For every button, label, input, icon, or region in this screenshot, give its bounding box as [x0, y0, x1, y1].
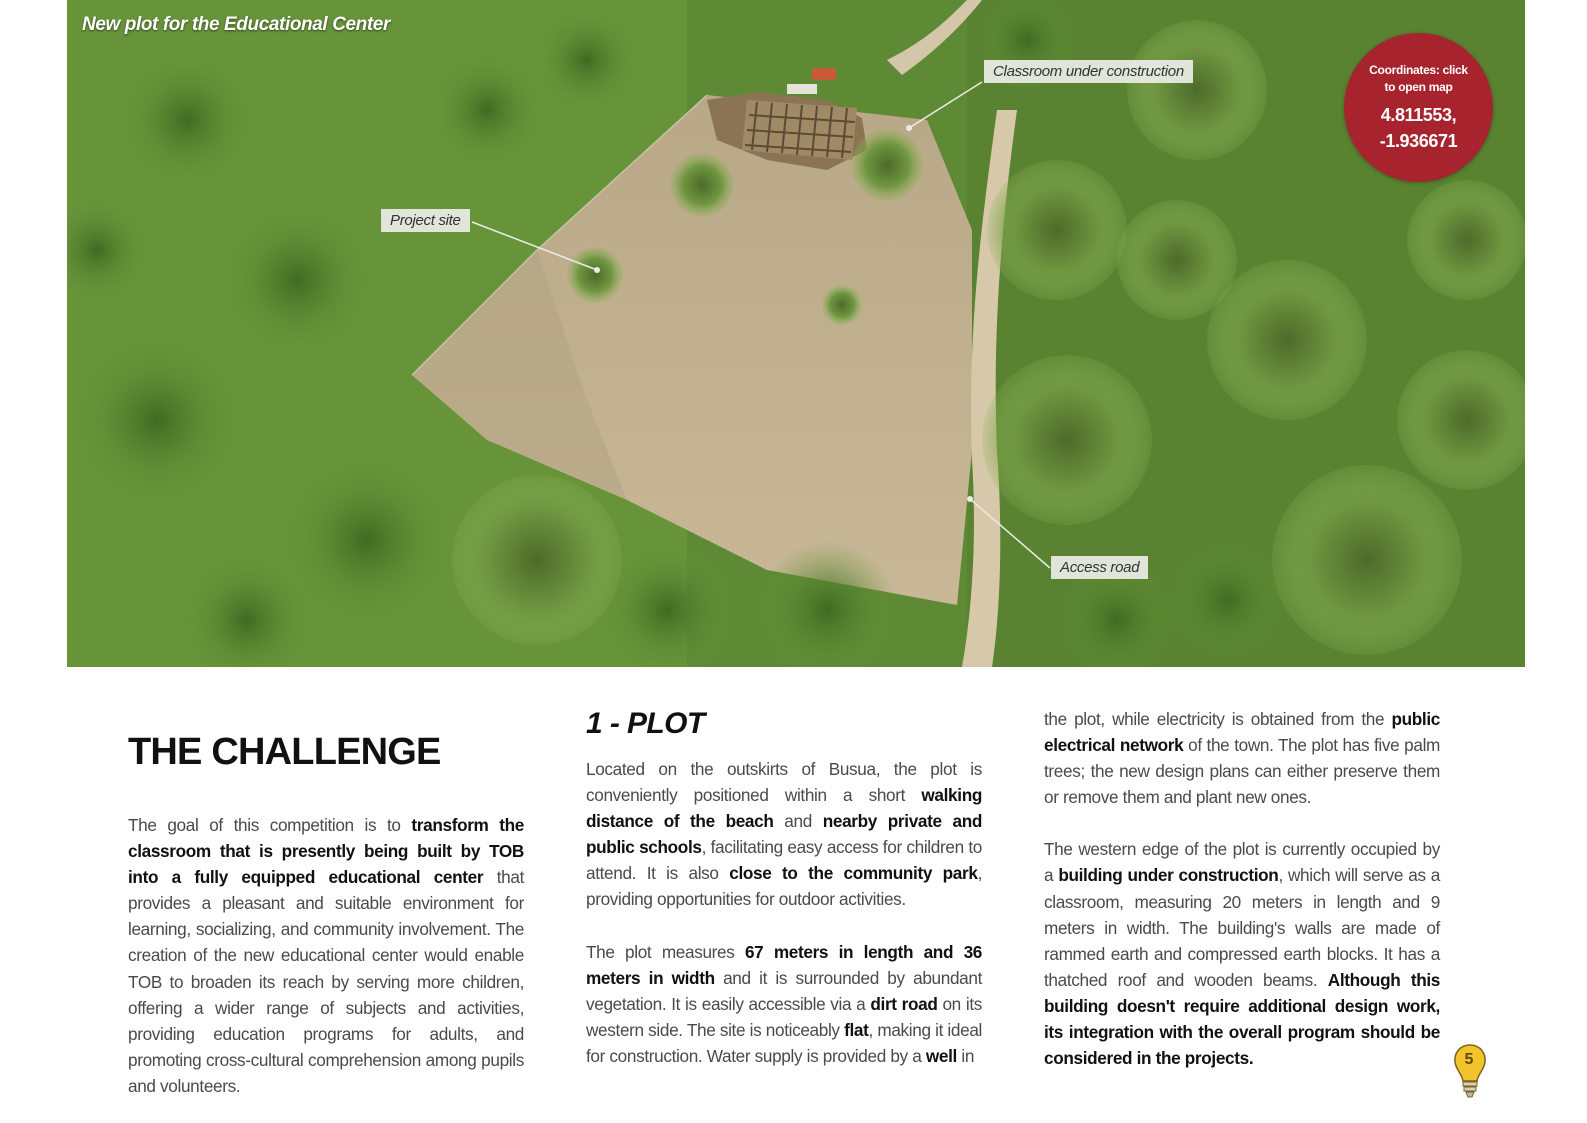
plot-paragraph-building — [1044, 836, 1440, 1071]
section-title-challenge: THE CHALLENGE — [128, 731, 441, 773]
emphasis-text: transform the classroom that is presently being built by TOB into a fully equipped educational center — [128, 815, 524, 888]
body-text: that provides a pleasant and suitable environment for learning, socializing, and community involvement. The creation of the new educational center would enable TOB to broaden its reach by serving more children, offering a wider range of subjects and activities, providing education programs for adults, and promoting cross-cultural comprehension among pupils and volunteers. — [128, 867, 524, 1096]
coordinates-value — [1380, 102, 1457, 154]
body-text: on its western side. The site is noticeably — [586, 993, 982, 1040]
plot-paragraph-dimensions — [586, 939, 982, 1069]
body-text: and it is surrounded by abundant vegetation. It is easily accessible via a — [586, 967, 983, 1014]
body-text: and — [773, 811, 823, 832]
coordinates-label: Coordinates: click to open map — [1369, 62, 1468, 94]
callout-project-site: Project site — [381, 209, 470, 232]
body-text: , facilitating easy access for children to attend. It is also — [586, 837, 982, 884]
plot-paragraph-location — [586, 756, 982, 913]
emphasis-text: well — [925, 1045, 957, 1066]
body-text: the plot, while electricity is obtained from the — [1044, 709, 1392, 729]
column-plot — [586, 700, 982, 1069]
body-text: The western edge of the plot is currently occupied by a — [1044, 839, 1440, 886]
section-title-plot: 1 - PLOT — [586, 707, 705, 740]
column-challenge — [128, 700, 524, 1099]
emphasis-text: walking distance of the beach — [586, 785, 982, 832]
page-number: 5 — [1464, 1051, 1474, 1068]
body-text: The goal of this competition is to — [128, 815, 412, 835]
aerial-scene-illustration — [67, 0, 1525, 667]
challenge-paragraph — [128, 812, 524, 1099]
body-text: The plot measures — [586, 941, 745, 962]
photo-caption: New plot for the Educational Center — [82, 14, 390, 35]
aerial-photo — [67, 0, 1525, 667]
coordinates-latitude: 4.811553, — [1380, 104, 1457, 125]
body-text: of the town. The plot has five palm trees; the new design plans can either preserve them or remove them and plant new ones. — [1044, 735, 1441, 808]
body-text: , which will serve as a classroom, measuring 20 meters in length and 9 meters in width. The building's walls are made of rammed earth and compressed earth blocks. It has a thatched roof and wooden beams. — [1044, 865, 1441, 990]
page-number-bulb — [1452, 1043, 1488, 1099]
coordinates-longitude: -1.936671 — [1379, 130, 1458, 151]
emphasis-text: close to the community park — [729, 863, 978, 884]
coordinates-map-link[interactable] — [1344, 33, 1493, 182]
callout-access-road: Access road — [1051, 556, 1148, 579]
emphasis-text: dirt road — [870, 993, 938, 1014]
emphasis-text: 67 meters in length and 36 meters in width — [586, 941, 982, 988]
emphasis-text: nearby private and public schools — [586, 811, 982, 858]
column-plot-continued — [1044, 706, 1440, 1071]
emphasis-text: public electrical network — [1044, 709, 1440, 756]
emphasis-text: flat — [844, 1019, 869, 1040]
body-text: , providing opportunities for outdoor activities. — [586, 863, 982, 910]
emphasis-text: Although this building doesn't require additional design work, its integration with the overall program should be considered in the projects. — [1044, 969, 1441, 1069]
body-text: in — [956, 1045, 975, 1066]
plot-paragraph-utilities — [1044, 706, 1440, 810]
callout-classroom: Classroom under construction — [984, 60, 1193, 83]
body-text: Located on the outskirts of Busua, the plot is conveniently positioned within a short — [586, 759, 982, 806]
emphasis-text: building under construction — [1058, 865, 1279, 886]
body-text: , making it ideal for construction. Water supply is provided by a — [586, 1019, 982, 1066]
